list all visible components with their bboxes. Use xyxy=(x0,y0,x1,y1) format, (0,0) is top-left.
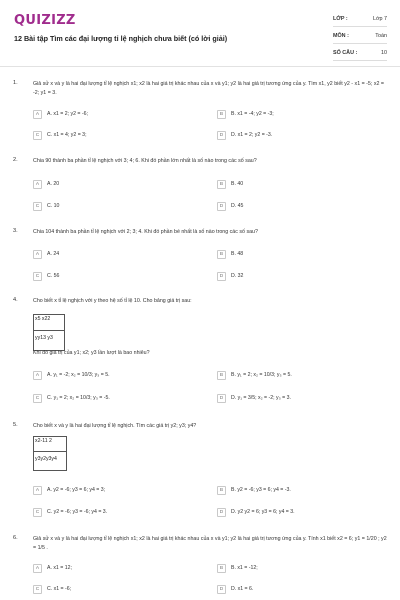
option-text: A. y₁ = -2; x₂ = 10/3; y₃ = 5. xyxy=(47,372,110,378)
option-letter-box: B xyxy=(217,371,226,380)
option-text: D. y2 y2 = 6; y3 = 6; y4 = 3. xyxy=(231,509,295,515)
option-letter-box: C xyxy=(33,131,42,140)
question-number: 3. xyxy=(13,228,18,234)
option-letter-box: C xyxy=(33,272,42,281)
option-letter-box: D xyxy=(217,202,226,211)
option-text: C. y2 = -6; y3 = -6; y4 = 3. xyxy=(47,509,108,515)
option-letter-box: C xyxy=(33,585,42,594)
option-text: D. 32 xyxy=(231,273,244,279)
option-text: D. x1 = 6. xyxy=(231,586,254,592)
meta-value: 10 xyxy=(381,50,387,56)
option-letter-box: C xyxy=(33,508,42,517)
option-d[interactable] xyxy=(217,584,253,594)
meta-value: Lớp 7 xyxy=(372,16,387,22)
option-b[interactable] xyxy=(217,485,291,495)
option-letter-box: B xyxy=(217,564,226,573)
worksheet-title: 12 Bài tập Tìm các đại lượng tỉ lệ nghịch chưa biết (có lời giải) xyxy=(14,34,228,43)
option-letter-box: C xyxy=(33,202,42,211)
worksheet-header xyxy=(0,0,400,64)
option-d[interactable] xyxy=(217,201,243,211)
option-text: A. 24 xyxy=(47,251,60,257)
option-b[interactable] xyxy=(217,179,243,189)
value-table xyxy=(33,436,67,471)
option-b[interactable] xyxy=(217,563,258,573)
option-text: C. x1 = 4; y2 = 3; xyxy=(47,132,87,138)
option-letter-box: D xyxy=(217,508,226,517)
question-text: Chia 90 thành ba phần tỉ lệ nghịch với 3; 4; 6. Khi đó phần lớn nhất là số nào trong các số sau? xyxy=(33,158,257,164)
option-c[interactable] xyxy=(33,201,59,211)
option-letter-box: B xyxy=(217,250,226,259)
value-table xyxy=(33,314,65,351)
table-row: x5 x22 xyxy=(35,316,51,322)
option-a[interactable] xyxy=(33,370,110,380)
meta-key: MÔN : xyxy=(333,33,349,39)
option-d[interactable] xyxy=(217,130,272,140)
option-c[interactable] xyxy=(33,507,107,517)
option-letter-box: D xyxy=(217,131,226,140)
option-text: B. x1 = -12; xyxy=(231,565,258,571)
option-text: B. y2 = -6; y3 = 6; y4 = -3. xyxy=(231,487,291,493)
option-letter-box: A xyxy=(33,486,42,495)
question-text: Cho biết x tỉ lệ nghịch với y theo hệ số tỉ lệ 10. Cho bảng giá trị sau: xyxy=(33,298,192,304)
question-number: 6. xyxy=(13,535,18,541)
option-text: C. 56 xyxy=(47,273,60,279)
option-d[interactable] xyxy=(217,271,243,281)
option-letter-box: A xyxy=(33,371,42,380)
table-row: y3y2y3y4 xyxy=(34,451,66,470)
option-text: A. y2 = -6; y3 = 6; y4 = 3; xyxy=(47,487,106,493)
option-text: C. y₁ = 2; x₂ = 10/3; y₃ = -5. xyxy=(47,395,110,401)
worksheet-meta xyxy=(333,12,387,63)
option-text: B. y₁ = 2; x₂ = 10/3; y₃ = 5. xyxy=(231,372,292,378)
option-c[interactable] xyxy=(33,584,71,594)
question-subtext: Khi đó giá trị của y1; x2; y3 lần lượt là bao nhiêu? xyxy=(33,350,150,356)
option-c[interactable] xyxy=(33,130,87,140)
question-text: Giả sử x và y là hai đại lượng tỉ lệ nghịch x1; x2 là hai giá trị khác nhau của x và y1; y2 là hai giá trị tương ứng của y. Tính x1 biết x2 = 6; y1 = 1/20 ; y2 = 1/5 . xyxy=(33,536,387,551)
option-c[interactable] xyxy=(33,393,110,403)
option-letter-box: B xyxy=(217,486,226,495)
question-number: 4. xyxy=(13,297,18,303)
question-number: 2. xyxy=(13,157,18,163)
option-text: A. 20 xyxy=(47,181,60,187)
option-letter-box: B xyxy=(217,110,226,119)
option-letter-box: A xyxy=(33,180,42,189)
option-text: C. 10 xyxy=(47,203,60,209)
option-b[interactable] xyxy=(217,370,292,380)
question-text: Cho biết x và y là hai đại lượng tỉ lệ nghịch. Tìm các giá trị y2; y3; y4? xyxy=(33,423,197,429)
option-text: A. x1 = 2; y2 = -6; xyxy=(47,111,88,117)
option-letter-box: D xyxy=(217,585,226,594)
option-letter-box: C xyxy=(33,394,42,403)
option-a[interactable] xyxy=(33,563,72,573)
option-a[interactable] xyxy=(33,179,59,189)
meta-row-class xyxy=(333,12,387,27)
option-text: B. 40 xyxy=(231,181,244,187)
option-d[interactable] xyxy=(217,393,291,403)
meta-key: LỚP : xyxy=(333,16,348,22)
question-number: 5. xyxy=(13,422,18,428)
header-divider xyxy=(0,66,400,67)
option-text: C. x1 = -6; xyxy=(47,586,72,592)
quizizz-logo: QUIZIZZ xyxy=(14,13,76,28)
option-letter-box: D xyxy=(217,272,226,281)
option-a[interactable] xyxy=(33,109,88,119)
question-number: 1. xyxy=(13,80,18,86)
question-text: Chia 104 thành ba phần tỉ lệ nghịch với 2; 3; 4. Khi đó phần bé nhất là số nào trong các số sau? xyxy=(33,229,258,235)
option-c[interactable] xyxy=(33,271,59,281)
meta-key: SỐ CÂU : xyxy=(333,50,358,56)
option-letter-box: A xyxy=(33,250,42,259)
option-letter-box: A xyxy=(33,564,42,573)
option-text: A. x1 = 12; xyxy=(47,565,72,571)
option-text: D. y₁ = 3/5; x₂ = -2; y₃ = 3. xyxy=(231,395,291,401)
option-d[interactable] xyxy=(217,507,295,517)
option-b[interactable] xyxy=(217,109,274,119)
option-text: D. 45 xyxy=(231,203,244,209)
option-letter-box: D xyxy=(217,394,226,403)
meta-value: Toán xyxy=(375,33,387,39)
option-text: B. 48 xyxy=(231,251,244,257)
option-a[interactable] xyxy=(33,249,59,259)
table-row: yy13 y3 xyxy=(34,330,64,350)
option-letter-box: B xyxy=(217,180,226,189)
meta-row-subject xyxy=(333,29,387,44)
option-text: D. x1 = 2; y2 = -3. xyxy=(231,132,273,138)
meta-row-count xyxy=(333,46,387,61)
option-b[interactable] xyxy=(217,249,243,259)
option-text: B. x1 = -4; y2 = -3; xyxy=(231,111,274,117)
option-a[interactable] xyxy=(33,485,105,495)
question-text: Giả sử x và y là hai đại lượng tỉ lệ nghịch x1; x2 là hai giá trị khác nhau của x và y1; y2 là hai giá trị tương ứng của y. Tìm x1, y2 biết y2 - x1 = -5; x2 = -2; y1 = 3. xyxy=(33,81,384,96)
option-letter-box: A xyxy=(33,110,42,119)
table-row: x2-11 2 xyxy=(35,438,52,444)
